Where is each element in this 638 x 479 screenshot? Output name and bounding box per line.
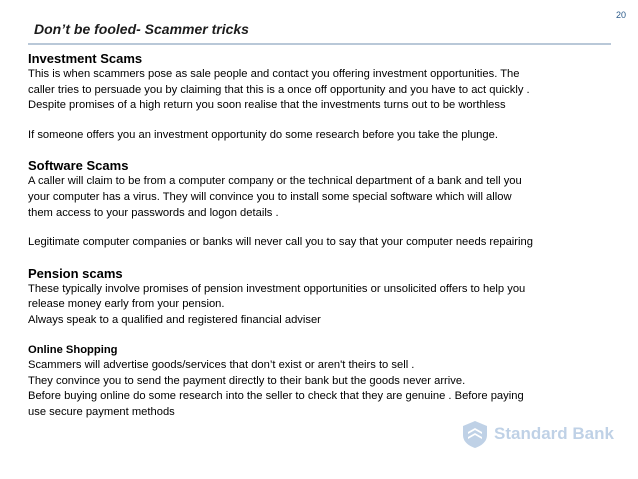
watermark-text: Standard Bank xyxy=(494,424,614,443)
shopping-line-3: Before buying online do some research into the seller to check that they are genuine . Before paying xyxy=(28,390,524,403)
pension-line-1: These typically involve promises of pension investment opportunities or unsolicited offers to help you xyxy=(28,282,526,295)
investment-scams-heading: Investment Scams xyxy=(28,51,143,66)
shield-logo-icon xyxy=(460,419,490,449)
pension-line-3: Always speak to a qualified and registered financial adviser xyxy=(28,313,321,326)
shopping-line-2: They convince you to send the payment directly to their bank but the goods never arrive. xyxy=(28,374,466,387)
standard-bank-watermark xyxy=(460,419,614,449)
slide-title: Don’t be fooled- Scammer tricks xyxy=(34,21,249,37)
pension-scams-heading: Pension scams xyxy=(28,265,123,281)
pension-line-2: release money early from your pension. xyxy=(28,298,225,311)
investment-line-1: This is when scammers pose as sale people and contact you offering investment opportunities. The xyxy=(28,68,520,80)
slide-body xyxy=(28,50,624,421)
software-line-2: your computer has a virus. They will convince you to install some special software which will allow xyxy=(28,190,512,203)
investment-advice: If someone offers you an investment opportunity do some research before you take the plunge. xyxy=(28,128,498,141)
software-advice: Legitimate computer companies or banks will never call you to say that your computer needs repairing xyxy=(28,236,533,249)
investment-line-2: caller tries to persuade you by claiming that this is a once off opportunity and you have to act quickly . xyxy=(28,83,530,96)
software-line-1: A caller will claim to be from a computer company or the technical department of a bank and tell you xyxy=(28,175,522,188)
page-number: 20 xyxy=(615,10,626,20)
online-shopping-heading: Online Shopping xyxy=(28,343,118,356)
shopping-line-4: use secure payment methods xyxy=(28,405,175,418)
software-line-3: them access to your passwords and logon details . xyxy=(28,206,279,219)
software-scams-heading: Software Scams xyxy=(28,158,129,174)
investment-line-3: Despite promises of a high return you soon realise that the investments turns out to be worthless xyxy=(28,99,506,112)
shopping-line-1: Scammers will advertise goods/services that don’t exist or aren't theirs to sell . xyxy=(28,359,415,372)
title-divider xyxy=(28,43,611,45)
